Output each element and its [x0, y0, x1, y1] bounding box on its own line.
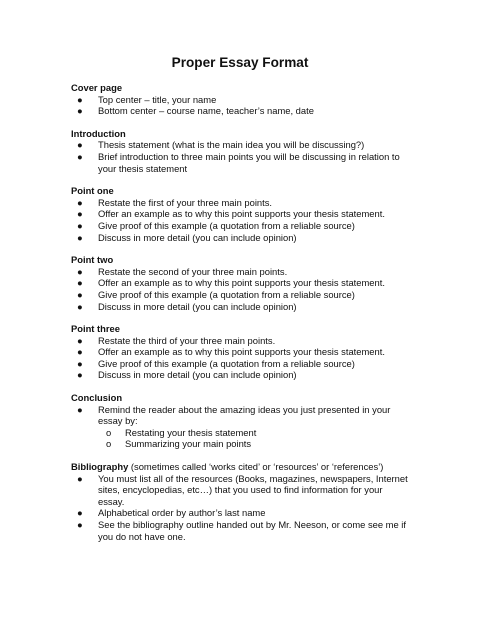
bullet-icon: ●	[77, 403, 83, 415]
list-item: ● Give proof of this example (a quotation from a reliable source)	[77, 219, 355, 231]
section-heading: Point one	[71, 185, 114, 197]
bullet-icon: ●	[77, 139, 83, 151]
bullet-icon: ●	[77, 150, 83, 162]
list-item: ● Top center – title, your name	[77, 93, 217, 105]
bullet-icon: ●	[77, 369, 83, 381]
list-item: ● Restate the third of your three main points.	[77, 334, 276, 346]
bullet-icon: ●	[77, 472, 83, 484]
list-item: ● See the bibliography outline handed out by Mr. Neeson, or come see me if you do not have one.	[77, 519, 406, 542]
section-heading: Bibliography (sometimes called ‘works cited’ or ‘resources’ or ‘references’)	[71, 461, 384, 473]
bullet-list	[71, 139, 411, 174]
list-item: ● Alphabetical order by author’s last name	[77, 507, 266, 519]
list-item: ● Offer an example as to why this point supports your thesis statement.	[77, 346, 385, 358]
list-item: ● Remind the reader about the amazing ideas you just presented in your essay by: o Restating your thesis statement o Summarizing your main points	[71, 404, 411, 450]
section-introduction	[71, 128, 411, 174]
sub-bullet-list	[98, 427, 411, 450]
bullet-icon: ●	[77, 277, 83, 289]
bullet-icon: ●	[77, 196, 83, 208]
list-item: ● Offer an example as to why this point supports your thesis statement.	[77, 277, 385, 289]
section-heading: Cover page	[71, 82, 123, 93]
heading-note: (sometimes called ‘works cited’ or ‘resources’ or ‘references’)	[128, 461, 384, 473]
sub-list-item: o Restating your thesis statement	[106, 426, 257, 438]
bullet-icon: ●	[77, 507, 83, 519]
bullet-icon: ●	[77, 288, 83, 300]
section-cover-page	[71, 82, 411, 117]
bullet-list	[71, 335, 411, 381]
section-point-one	[71, 185, 411, 243]
bullet-icon: ●	[77, 105, 83, 117]
hollow-bullet-icon: o	[106, 438, 112, 450]
section-heading: Conclusion	[71, 392, 123, 404]
list-item: ● Give proof of this example (a quotation from a reliable source)	[77, 357, 355, 369]
document-title: Proper Essay Format	[171, 55, 309, 70]
document-body	[71, 82, 411, 553]
section-point-two	[71, 254, 411, 312]
bullet-icon: ●	[77, 265, 83, 277]
sub-list-item: o Summarizing your main points	[106, 438, 252, 450]
bullet-list	[71, 94, 411, 117]
section-heading: Point two	[71, 254, 114, 266]
bullet-icon: ●	[77, 346, 83, 358]
list-item: ● Thesis statement (what is the main idea you will be discussing?)	[77, 139, 365, 151]
list-item: ● Discuss in more detail (you can include opinion)	[77, 231, 297, 243]
bullet-icon: ●	[77, 231, 83, 243]
bullet-icon: ●	[77, 300, 83, 312]
list-item: ● Restate the second of your three main points.	[77, 265, 288, 277]
bullet-icon: ●	[77, 208, 83, 220]
bullet-icon: ●	[77, 357, 83, 369]
section-heading: Point three	[71, 323, 120, 335]
bullet-list	[71, 473, 411, 543]
section-conclusion	[71, 392, 411, 450]
list-item: ● Offer an example as to why this point supports your thesis statement.	[77, 208, 385, 220]
hollow-bullet-icon: o	[106, 426, 112, 438]
bullet-list	[71, 197, 411, 243]
list-item: ● Give proof of this example (a quotation from a reliable source)	[77, 288, 355, 300]
list-item: ● Brief introduction to three main points you will be discussing in relation to your thesis statement	[77, 150, 400, 174]
bullet-icon: ●	[77, 519, 83, 530]
bullet-icon: ●	[77, 219, 83, 231]
section-bibliography	[71, 461, 411, 542]
section-point-three	[71, 323, 411, 381]
list-item: ● Bottom center – course name, teacher’s name, date	[77, 105, 314, 117]
bullet-icon: ●	[77, 93, 83, 105]
section-heading: Introduction	[71, 127, 126, 139]
list-item: ● Restate the first of your three main points.	[77, 196, 273, 208]
bullet-list	[71, 404, 411, 450]
bullet-list	[71, 266, 411, 312]
list-item: ● Discuss in more detail (you can include opinion)	[77, 300, 297, 312]
list-item: ● You must list all of the resources (Books, magazines, newspapers, Internet sites, encyclopedias, etc…) that you used to find information for your essay.	[77, 472, 408, 507]
bullet-icon: ●	[77, 334, 83, 346]
list-item: ● Discuss in more detail (you can include opinion)	[77, 369, 297, 381]
